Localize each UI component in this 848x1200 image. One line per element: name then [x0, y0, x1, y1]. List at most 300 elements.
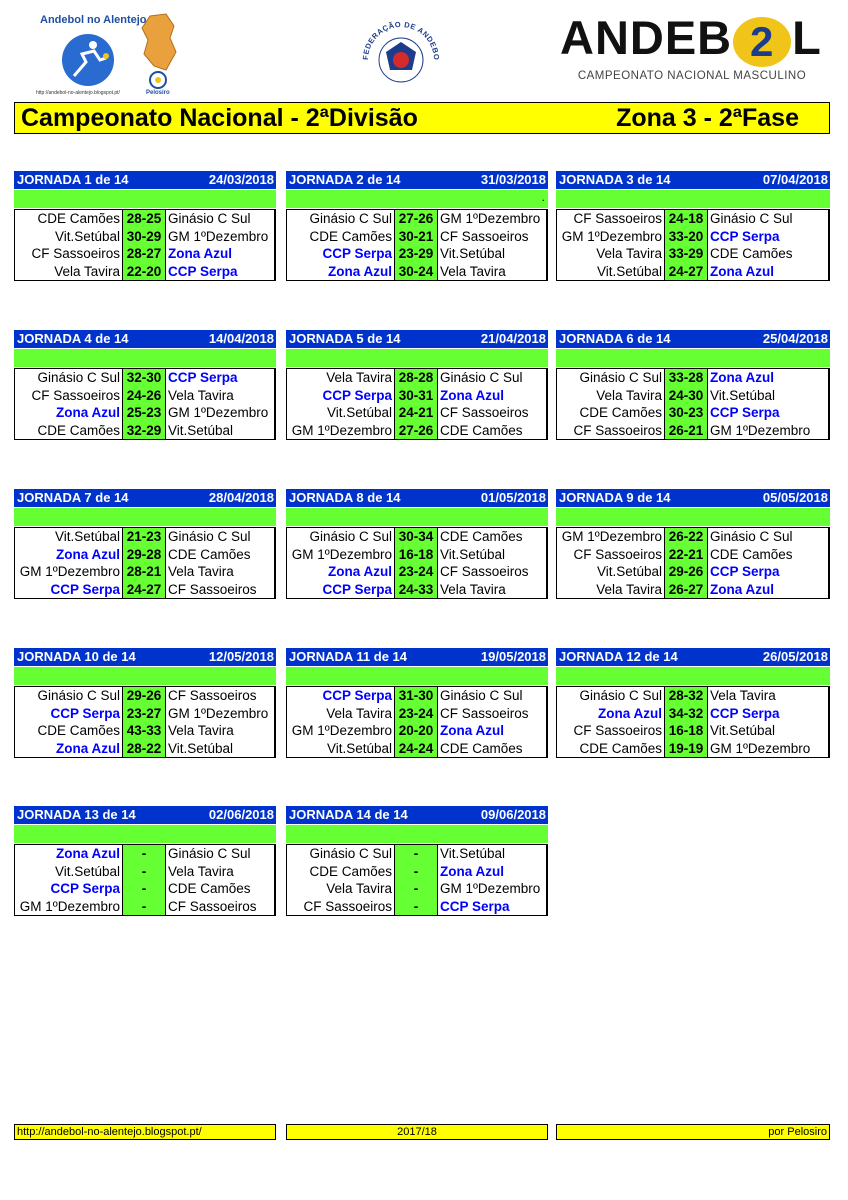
- game-row: [287, 898, 546, 916]
- jornada-green-bar: [286, 667, 548, 685]
- jornada-header: [286, 330, 548, 348]
- home-team: Ginásio C Sul: [287, 210, 395, 228]
- away-team: Vit.Setúbal: [440, 246, 506, 261]
- jornada-green-bar: [556, 190, 830, 208]
- logo-pelosiro-text: Pelosiro: [146, 90, 170, 96]
- home-team: CF Sassoeiros: [557, 422, 665, 440]
- footer-season: 2017/18: [286, 1124, 548, 1140]
- home-team: Vela Tavira: [557, 387, 665, 405]
- game-score: 32-29: [123, 422, 166, 440]
- jornada-name: JORNADA 10 de 14: [17, 649, 136, 664]
- jornada-header: [286, 806, 548, 824]
- home-team: Vela Tavira: [287, 369, 395, 387]
- jornada-green-bar: [286, 825, 548, 843]
- game-score: 28-32: [665, 687, 708, 705]
- home-team: Ginásio C Sul: [15, 687, 123, 705]
- home-team: CCP Serpa: [287, 245, 395, 263]
- home-team: CDE Camões: [15, 722, 123, 740]
- page-title: Campeonato Nacional - 2ªDivisão: [21, 104, 418, 132]
- jornada-dot: .: [541, 190, 545, 204]
- jornada-games-table: [556, 209, 830, 281]
- jornada-block: [14, 806, 276, 916]
- home-team: GM 1ºDezembro: [287, 546, 395, 564]
- game-row: [287, 845, 546, 863]
- game-row: [287, 263, 546, 281]
- game-row: [287, 369, 546, 387]
- jornada-games-table: [14, 368, 276, 440]
- home-team: GM 1ºDezembro: [287, 422, 395, 440]
- jornada-games-table: [14, 527, 276, 599]
- away-team: Zona Azul: [710, 370, 774, 385]
- jornada-date: 21/04/2018: [480, 331, 546, 346]
- jornada-header: [556, 489, 830, 507]
- away-team: CDE Camões: [168, 546, 251, 562]
- jornada-name: JORNADA 9 de 14: [559, 490, 671, 505]
- away-team: CF Sassoeiros: [440, 705, 529, 721]
- game-score: 26-22: [665, 528, 708, 546]
- game-score: 34-32: [665, 705, 708, 723]
- home-team: CCP Serpa: [15, 581, 123, 599]
- jornada-block: [14, 171, 276, 281]
- away-team: Vela Tavira: [440, 263, 506, 279]
- home-team: CDE Camões: [557, 740, 665, 758]
- game-row: [287, 210, 546, 228]
- game-score: 30-29: [123, 228, 166, 246]
- jornada-header: [14, 806, 276, 824]
- away-team: Zona Azul: [440, 863, 504, 879]
- game-score: 24-26: [123, 387, 166, 405]
- home-team: Ginásio C Sul: [557, 369, 665, 387]
- jornada-date: 28/04/2018: [208, 490, 274, 505]
- away-team: Vit.Setúbal: [440, 846, 506, 861]
- game-row: [557, 563, 828, 581]
- game-score: 24-27: [123, 581, 166, 599]
- jornada-green-bar: [556, 508, 830, 526]
- home-team: Zona Azul: [15, 404, 123, 422]
- jornada-games-table: [286, 527, 548, 599]
- away-team: GM 1ºDezembro: [440, 881, 541, 896]
- game-row: [557, 369, 828, 387]
- game-row: [557, 687, 828, 705]
- game-score: 28-28: [395, 369, 438, 387]
- game-row: [287, 687, 546, 705]
- federacao-text: FEDERAÇÃO DE ANDEBO: [360, 19, 442, 61]
- jornada-block: [14, 489, 276, 599]
- game-score: 28-22: [123, 740, 166, 758]
- game-score: 29-26: [665, 563, 708, 581]
- game-score: 31-30: [395, 687, 438, 705]
- away-team: Vit.Setúbal: [168, 740, 234, 756]
- game-row: [15, 705, 274, 723]
- away-team: Vit.Setúbal: [168, 422, 234, 438]
- jornada-name: JORNADA 6 de 14: [559, 331, 671, 346]
- away-team: CF Sassoeiros: [168, 581, 257, 597]
- home-team: GM 1ºDezembro: [15, 898, 123, 916]
- jornada-name: JORNADA 13 de 14: [17, 807, 136, 822]
- game-score: 30-21: [395, 228, 438, 246]
- home-team: Vit.Setúbal: [15, 228, 123, 246]
- logo-two-ball: 2: [733, 17, 791, 67]
- jornada-date: 05/05/2018: [762, 490, 828, 505]
- game-row: [15, 687, 274, 705]
- jornada-block: [556, 330, 830, 440]
- jornada-name: JORNADA 4 de 14: [17, 331, 129, 346]
- jornada-header: [286, 171, 548, 189]
- game-score: 28-21: [123, 563, 166, 581]
- home-team: GM 1ºDezembro: [557, 228, 665, 246]
- home-team: CCP Serpa: [287, 387, 395, 405]
- game-score: 19-19: [665, 740, 708, 758]
- jornada-name: JORNADA 12 de 14: [559, 649, 678, 664]
- game-score: 23-29: [395, 245, 438, 263]
- home-team: Zona Azul: [287, 263, 395, 281]
- jornada-date: 09/06/2018: [480, 807, 546, 822]
- game-score: 23-27: [123, 705, 166, 723]
- footer-author: por Pelosiro: [556, 1124, 830, 1140]
- game-row: [15, 740, 274, 758]
- game-row: [287, 581, 546, 599]
- home-team: CCP Serpa: [15, 705, 123, 723]
- game-row: [557, 228, 828, 246]
- game-score: 24-21: [395, 404, 438, 422]
- jornada-games-table: [14, 686, 276, 758]
- away-team: GM 1ºDezembro: [168, 705, 269, 721]
- game-row: [557, 422, 828, 440]
- logo-left-url: http://andebol-no-alentejo.blogspot.pt/: [36, 90, 120, 96]
- jornada-block: [286, 489, 548, 599]
- logo-left-title: Andebol no Alentejo: [40, 14, 147, 26]
- game-row: [287, 863, 546, 881]
- game-score: 22-21: [665, 546, 708, 564]
- away-team: Vela Tavira: [168, 387, 234, 403]
- jornada-green-bar: [286, 508, 548, 526]
- game-score: -: [395, 863, 438, 881]
- game-score: -: [123, 845, 166, 863]
- away-team: GM 1ºDezembro: [440, 211, 541, 226]
- game-score: -: [123, 880, 166, 898]
- away-team: CF Sassoeiros: [168, 688, 257, 703]
- game-row: [15, 369, 274, 387]
- away-team: CF Sassoeiros: [440, 564, 529, 579]
- jornada-green-bar: [14, 825, 276, 843]
- jornada-header: [14, 648, 276, 666]
- jornada-block: [286, 648, 548, 758]
- jornada-date: 31/03/2018: [480, 172, 546, 187]
- jornada-block: [556, 489, 830, 599]
- game-row: [15, 228, 274, 246]
- away-team: Ginásio C Sul: [710, 529, 793, 544]
- game-score: 22-20: [123, 263, 166, 281]
- away-team: CF Sassoeiros: [168, 898, 257, 914]
- home-team: Vela Tavira: [287, 880, 395, 898]
- game-score: 30-23: [665, 404, 708, 422]
- home-team: Vit.Setúbal: [287, 740, 395, 758]
- game-score: 43-33: [123, 722, 166, 740]
- jornada-name: JORNADA 1 de 14: [17, 172, 129, 187]
- jornada-block: [286, 806, 548, 916]
- game-row: [15, 210, 274, 228]
- game-row: [287, 880, 546, 898]
- game-row: [557, 263, 828, 281]
- home-team: Zona Azul: [287, 563, 395, 581]
- andebol-campeonato-logo: [556, 11, 830, 88]
- jornada-name: JORNADA 5 de 14: [289, 331, 401, 346]
- game-score: 21-23: [123, 528, 166, 546]
- game-row: [557, 546, 828, 564]
- pelosiro-icon: [148, 70, 168, 90]
- game-score: 23-24: [395, 705, 438, 723]
- game-row: [287, 422, 546, 440]
- jornada-header: [14, 171, 276, 189]
- title-bar: [14, 102, 830, 134]
- game-score: 30-34: [395, 528, 438, 546]
- away-team: CCP Serpa: [168, 263, 238, 279]
- game-row: [15, 245, 274, 263]
- game-score: 16-18: [665, 722, 708, 740]
- home-team: CDE Camões: [15, 210, 123, 228]
- away-team: CCP Serpa: [710, 405, 780, 420]
- game-row: [557, 245, 828, 263]
- game-row: [287, 404, 546, 422]
- home-team: Vela Tavira: [557, 245, 665, 263]
- away-team: Zona Azul: [440, 723, 504, 738]
- jornada-date: 01/05/2018: [480, 490, 546, 505]
- home-team: Vela Tavira: [287, 705, 395, 723]
- jornada-header: [14, 489, 276, 507]
- home-team: Vit.Setúbal: [15, 863, 123, 881]
- jornada-name: JORNADA 11 de 14: [289, 649, 408, 664]
- away-team: CDE Camões: [710, 246, 793, 261]
- home-team: CCP Serpa: [287, 581, 395, 599]
- game-score: 30-24: [395, 263, 438, 281]
- jornada-header: [556, 648, 830, 666]
- jornada-green-bar: [556, 667, 830, 685]
- game-row: [15, 880, 274, 898]
- game-row: [15, 387, 274, 405]
- home-team: Zona Azul: [557, 705, 665, 723]
- federacao-andebol-portugal-logo: [356, 14, 446, 100]
- game-score: 33-28: [665, 369, 708, 387]
- game-row: [287, 245, 546, 263]
- game-row: [287, 705, 546, 723]
- game-score: 33-20: [665, 228, 708, 246]
- jornada-header: [286, 648, 548, 666]
- home-team: Zona Azul: [15, 845, 123, 863]
- jornada-games-table: [286, 844, 548, 916]
- game-score: 29-28: [123, 546, 166, 564]
- away-team: Vela Tavira: [168, 723, 234, 738]
- game-row: [15, 546, 274, 564]
- home-team: Vit.Setúbal: [15, 528, 123, 546]
- game-row: [557, 581, 828, 599]
- away-team: CDE Camões: [440, 740, 523, 756]
- handball-player-icon: [60, 32, 116, 88]
- away-team: CCP Serpa: [168, 370, 238, 385]
- game-score: 33-29: [665, 245, 708, 263]
- away-team: Zona Azul: [440, 387, 504, 403]
- jornada-name: JORNADA 7 de 14: [17, 490, 129, 505]
- away-team: CCP Serpa: [710, 564, 780, 579]
- away-team: Vela Tavira: [168, 863, 234, 879]
- game-score: -: [395, 880, 438, 898]
- game-row: [287, 546, 546, 564]
- home-team: GM 1ºDezembro: [557, 528, 665, 546]
- jornada-green-bar: [556, 349, 830, 367]
- jornada-block: [14, 330, 276, 440]
- away-team: Vit.Setúbal: [710, 723, 776, 738]
- home-team: Vit.Setúbal: [287, 404, 395, 422]
- game-score: 16-18: [395, 546, 438, 564]
- footer-url[interactable]: http://andebol-no-alentejo.blogspot.pt/: [14, 1124, 276, 1140]
- away-team: Vit.Setúbal: [440, 546, 506, 562]
- game-row: [15, 722, 274, 740]
- away-team: Ginásio C Sul: [710, 211, 793, 226]
- game-score: 23-24: [395, 563, 438, 581]
- game-score: 29-26: [123, 687, 166, 705]
- jornada-green-bar: [14, 508, 276, 526]
- away-team: CDE Camões: [440, 529, 523, 544]
- home-team: CCP Serpa: [287, 687, 395, 705]
- game-row: [15, 845, 274, 863]
- away-team: CCP Serpa: [710, 705, 780, 721]
- zone-title: Zona 3 - 2ªFase: [616, 104, 799, 132]
- jornada-games-table: [556, 368, 830, 440]
- game-row: [287, 563, 546, 581]
- jornada-games-table: [556, 686, 830, 758]
- away-team: Vit.Setúbal: [710, 387, 776, 403]
- game-row: [15, 422, 274, 440]
- game-score: 24-30: [665, 387, 708, 405]
- away-team: CCP Serpa: [440, 898, 510, 914]
- home-team: Vela Tavira: [557, 581, 665, 599]
- home-team: Vela Tavira: [15, 263, 123, 281]
- jornada-date: 19/05/2018: [480, 649, 546, 664]
- jornada-block: [286, 330, 548, 440]
- away-team: Ginásio C Sul: [168, 846, 251, 861]
- jornada-date: 25/04/2018: [762, 331, 828, 346]
- logo-andebol-pre: ANDEB: [560, 11, 733, 64]
- home-team: CF Sassoeiros: [287, 898, 395, 916]
- jornada-date: 02/06/2018: [208, 807, 274, 822]
- game-row: [15, 563, 274, 581]
- jornada-block: [556, 171, 830, 281]
- jornada-block: [556, 648, 830, 758]
- game-row: [15, 581, 274, 599]
- game-score: 30-31: [395, 387, 438, 405]
- game-score: 24-27: [665, 263, 708, 281]
- logo-andebol-post: L: [792, 11, 822, 64]
- jornada-name: JORNADA 8 de 14: [289, 490, 401, 505]
- jornada-games-table: [556, 527, 830, 599]
- home-team: Vit.Setúbal: [557, 563, 665, 581]
- game-row: [15, 898, 274, 916]
- jornada-header: [556, 171, 830, 189]
- jornada-green-bar: [14, 667, 276, 685]
- jornada-games-table: [14, 209, 276, 281]
- game-row: [557, 740, 828, 758]
- jornada-date: 12/05/2018: [208, 649, 274, 664]
- game-score: 26-21: [665, 422, 708, 440]
- home-team: CF Sassoeiros: [15, 245, 123, 263]
- away-team: GM 1ºDezembro: [168, 405, 269, 420]
- away-team: Ginásio C Sul: [168, 529, 251, 544]
- away-team: Ginásio C Sul: [168, 211, 251, 226]
- game-score: -: [395, 898, 438, 916]
- away-team: Ginásio C Sul: [440, 370, 523, 385]
- game-row: [557, 528, 828, 546]
- home-team: CDE Camões: [15, 422, 123, 440]
- game-score: 24-18: [665, 210, 708, 228]
- game-row: [557, 387, 828, 405]
- jornada-date: 26/05/2018: [762, 649, 828, 664]
- away-team: CDE Camões: [710, 546, 793, 562]
- away-team: GM 1ºDezembro: [710, 740, 811, 756]
- home-team: GM 1ºDezembro: [15, 563, 123, 581]
- home-team: CF Sassoeiros: [15, 387, 123, 405]
- jornada-header: [14, 330, 276, 348]
- away-team: Zona Azul: [710, 581, 774, 597]
- jornada-name: JORNADA 2 de 14: [289, 172, 401, 187]
- jornada-games-table: [286, 209, 548, 281]
- game-score: 28-25: [123, 210, 166, 228]
- away-team: Vela Tavira: [168, 564, 234, 579]
- away-team: GM 1ºDezembro: [168, 228, 269, 244]
- jornada-header: [556, 330, 830, 348]
- away-team: CF Sassoeiros: [440, 228, 529, 244]
- game-row: [15, 404, 274, 422]
- away-team: Ginásio C Sul: [440, 688, 523, 703]
- game-score: 26-27: [665, 581, 708, 599]
- away-team: Zona Azul: [168, 246, 232, 261]
- jornada-games-table: [286, 686, 548, 758]
- home-team: Vit.Setúbal: [557, 263, 665, 281]
- home-team: CDE Camões: [287, 863, 395, 881]
- game-score: 25-23: [123, 404, 166, 422]
- game-row: [557, 404, 828, 422]
- home-team: CF Sassoeiros: [557, 722, 665, 740]
- away-team: CF Sassoeiros: [440, 405, 529, 420]
- away-team: Vela Tavira: [440, 581, 506, 597]
- jornada-date: 24/03/2018: [208, 172, 274, 187]
- game-row: [287, 228, 546, 246]
- game-score: 27-26: [395, 210, 438, 228]
- game-score: 20-20: [395, 722, 438, 740]
- game-score: 28-27: [123, 245, 166, 263]
- game-score: -: [123, 898, 166, 916]
- game-row: [287, 387, 546, 405]
- away-team: CCP Serpa: [710, 228, 780, 244]
- alentejo-map-icon: [136, 12, 180, 72]
- home-team: Ginásio C Sul: [287, 845, 395, 863]
- andebol-alentejo-logo: [36, 10, 186, 100]
- jornada-name: JORNADA 3 de 14: [559, 172, 671, 187]
- home-team: Zona Azul: [15, 740, 123, 758]
- logo-campeonato-subtitle: CAMPEONATO NACIONAL MASCULINO: [577, 70, 807, 82]
- game-row: [557, 722, 828, 740]
- away-team: GM 1ºDezembro: [710, 422, 811, 438]
- home-team: CDE Camões: [287, 228, 395, 246]
- game-score: -: [395, 845, 438, 863]
- jornada-games-table: [286, 368, 548, 440]
- jornada-date: 14/04/2018: [208, 331, 274, 346]
- jornada-green-bar: [286, 349, 548, 367]
- home-team: GM 1ºDezembro: [287, 722, 395, 740]
- home-team: CF Sassoeiros: [557, 546, 665, 564]
- game-row: [15, 263, 274, 281]
- game-score: 24-33: [395, 581, 438, 599]
- game-score: 32-30: [123, 369, 166, 387]
- game-row: [557, 210, 828, 228]
